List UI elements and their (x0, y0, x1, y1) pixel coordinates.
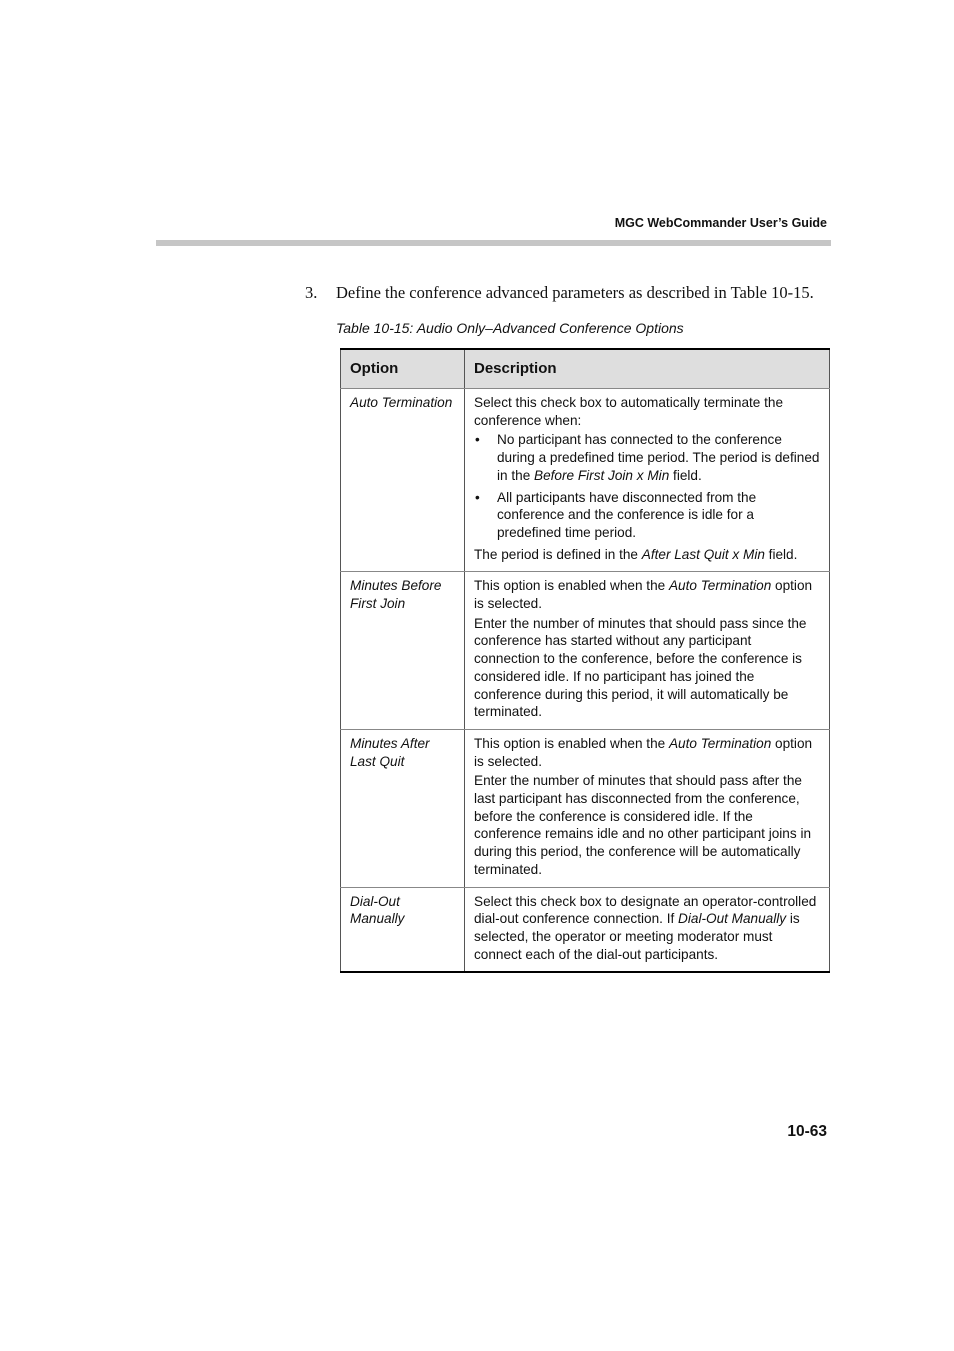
description-paragraph: The period is defined in the After Last Quit x Min field. (474, 546, 798, 562)
field-reference: Dial-Out Manually (678, 911, 787, 927)
column-header-description: Description (465, 349, 830, 389)
description-paragraph: This option is enabled when the Auto Termination option is selected. (474, 578, 813, 612)
option-name: Dial-Out Manually (341, 887, 465, 972)
step-instruction (305, 283, 814, 303)
table-row (341, 572, 830, 730)
description-paragraph: Select this check box to automatically terminate the conference when: (474, 395, 784, 428)
option-name: Auto Termination (341, 389, 465, 572)
list-item: • No participant has connected to the conference during a predefined time period. The period is defined in the Before First Join x Min field. (474, 431, 820, 484)
description-paragraph: This option is enabled when the Auto Termination option is selected. (474, 735, 813, 769)
list-item: • All participants have disconnected from the conference and the conference is idle for a predefined time period. (474, 489, 820, 542)
description-paragraph: Select this check box to designate an operator-controlled dial-out conference connection. If Dial-Out Manually is selected, the operator or meeting moderator must connect each of the dial-out participants. (474, 893, 817, 962)
field-reference: Before First Join x Min (534, 467, 670, 483)
bullet-list (474, 431, 820, 541)
option-name: Minutes Before First Join (341, 572, 465, 730)
field-reference: Auto Termination (668, 735, 772, 751)
option-name: Minutes After Last Quit (341, 729, 465, 887)
option-description (465, 572, 830, 730)
step-text: Define the conference advanced parameters as described in Table 10-15. (336, 283, 814, 302)
step-number: 3. (305, 283, 318, 302)
option-description (465, 389, 830, 572)
option-description (465, 729, 830, 887)
field-reference: Auto Termination (668, 578, 772, 594)
page-number: 10-63 (787, 1123, 827, 1140)
options-table (340, 348, 830, 973)
table-caption: Table 10-15: Audio Only–Advanced Conference Options (336, 320, 684, 336)
running-header-title: MGC WebCommander User’s Guide (614, 216, 827, 230)
description-paragraph: Enter the number of minutes that should pass after the last participant has disconnected from the conference, before the conference is considered idle. If the conference remains idle and no other participant joins in during this period, the conference will be automatically terminated. (474, 773, 812, 877)
table-row (341, 887, 830, 972)
option-description (465, 887, 830, 972)
header-rule (156, 240, 831, 246)
description-paragraph: Enter the number of minutes that should pass since the conference has started without any participant connection to the conference, before the conference is considered idle. If no participant has joined the conference during this period, it will automatically be terminated. (474, 615, 807, 720)
column-header-option: Option (341, 349, 465, 389)
table-row (341, 729, 830, 887)
field-reference: After Last Quit x Min (641, 546, 765, 562)
table-header-row (341, 349, 830, 389)
table-row (341, 389, 830, 572)
